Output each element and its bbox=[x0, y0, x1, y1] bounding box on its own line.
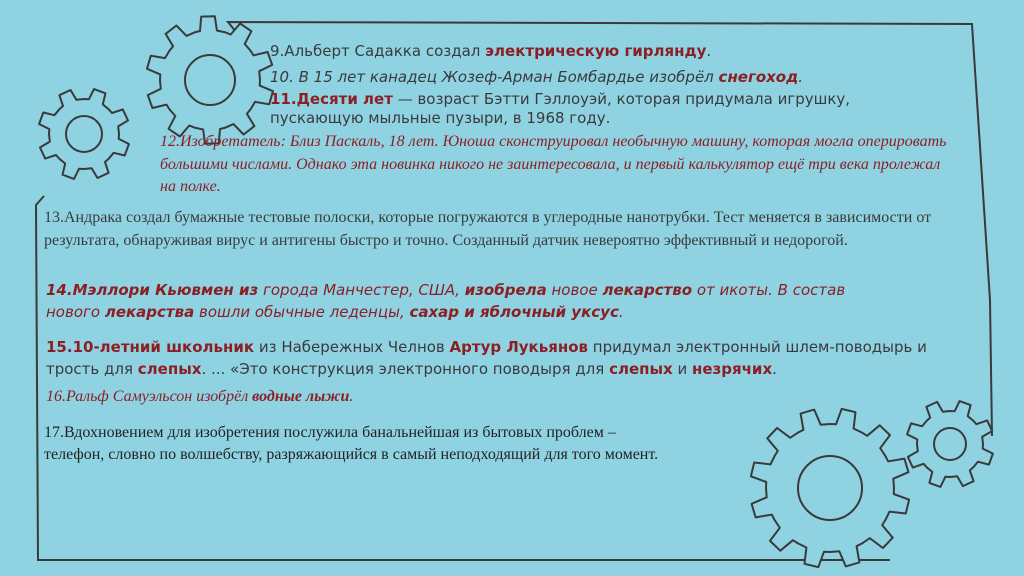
item-14-highlight: 14.Мэллори Кьювмен из bbox=[46, 281, 259, 299]
item-15-highlight: 15.10-летний школьник bbox=[46, 338, 255, 356]
item-16-text: 16.Ральф Самуэльсон изобрёл bbox=[46, 388, 253, 405]
item-15-highlight-2: Артур Лукьянов bbox=[449, 338, 589, 356]
item-17 bbox=[44, 422, 844, 465]
item-15-text-3: . ... «Это конструкция электронного поводыря для bbox=[201, 359, 610, 378]
item-15-text-2: придумал электронный шлем-поводырь и трость для bbox=[46, 338, 927, 378]
item-14-highlight-4: лекарства bbox=[104, 302, 195, 321]
item-14-text-2: новое bbox=[546, 281, 603, 299]
item-14-text-4: вошли обычные леденцы, bbox=[194, 302, 410, 321]
item-9-end: . bbox=[706, 42, 712, 60]
item-12-text: 12.Изобретатель: Близ Паскаль, 18 лет. Юноша сконструировал необычную машину, которая могла оперировать большими числами. Однако эта новинка никого не заинтересовала, и первый калькулятор ещё три века пролежал на полке. bbox=[160, 133, 947, 196]
item-15-highlight-3: слепых bbox=[137, 359, 202, 378]
item-13 bbox=[44, 206, 984, 252]
item-11-text: — возраст Бэтти Гэллоуэй, которая придумала игрушку, пускающую мыльные пузыри, в 1968 году. bbox=[270, 90, 851, 128]
item-16-end: . bbox=[349, 388, 354, 405]
item-10 bbox=[270, 68, 950, 87]
item-14-highlight-2: изобрела bbox=[464, 281, 547, 299]
item-17-line-1: 17.Вдохновением для изобретения послужила банальнейшая из бытовых проблем – bbox=[44, 424, 616, 441]
item-9 bbox=[270, 42, 950, 61]
item-9-text: 9.Альберт Садакка создал bbox=[270, 42, 486, 60]
item-14-text-1: города Манчестер, США, bbox=[258, 281, 465, 299]
item-14-highlight-3: лекарство bbox=[602, 281, 693, 299]
item-15-highlight-4: слепых bbox=[609, 359, 673, 378]
item-15 bbox=[46, 337, 946, 381]
item-15-text-4: и bbox=[672, 359, 693, 378]
item-17-line-2: телефон, словно по волшебству, разряжающийся в самый неподходящий для того момент. bbox=[44, 445, 659, 463]
item-12 bbox=[160, 131, 960, 199]
gear-icon bbox=[907, 401, 993, 487]
item-11-highlight: 11.Десяти лет bbox=[270, 90, 393, 108]
gear-icon bbox=[39, 89, 129, 179]
item-9-highlight: электрическую гирлянду bbox=[485, 42, 707, 60]
item-14-highlight-5: сахар и яблочный уксус bbox=[409, 302, 619, 321]
item-15-text-1: из Набережных Челнов bbox=[254, 338, 450, 356]
item-14 bbox=[46, 280, 886, 324]
item-13-text: 13.Андрака создал бумажные тестовые полоски, которые погружаются в углеродные нанотрубки. Тест меняется в зависимости от результата, обнаруживая вирус и антигены быстро и точно. Созданный датчик невероятно эффективный и недорогой. bbox=[44, 209, 932, 250]
gear-icon bbox=[147, 16, 273, 144]
item-15-end: . bbox=[772, 359, 777, 378]
item-10-highlight: снегоход bbox=[718, 68, 799, 86]
item-14-end: . bbox=[618, 302, 624, 321]
item-11 bbox=[270, 90, 946, 128]
item-16-highlight: водные лыжи bbox=[252, 388, 350, 405]
item-14-text-3: от икоты. В состав нового bbox=[46, 281, 846, 321]
item-10-text: 10. В 15 лет канадец Жозеф-Арман Бомбардье изобрёл bbox=[270, 68, 719, 86]
item-10-end: . bbox=[798, 68, 803, 86]
item-15-highlight-5: незрячих bbox=[692, 359, 773, 378]
item-16 bbox=[46, 387, 646, 407]
